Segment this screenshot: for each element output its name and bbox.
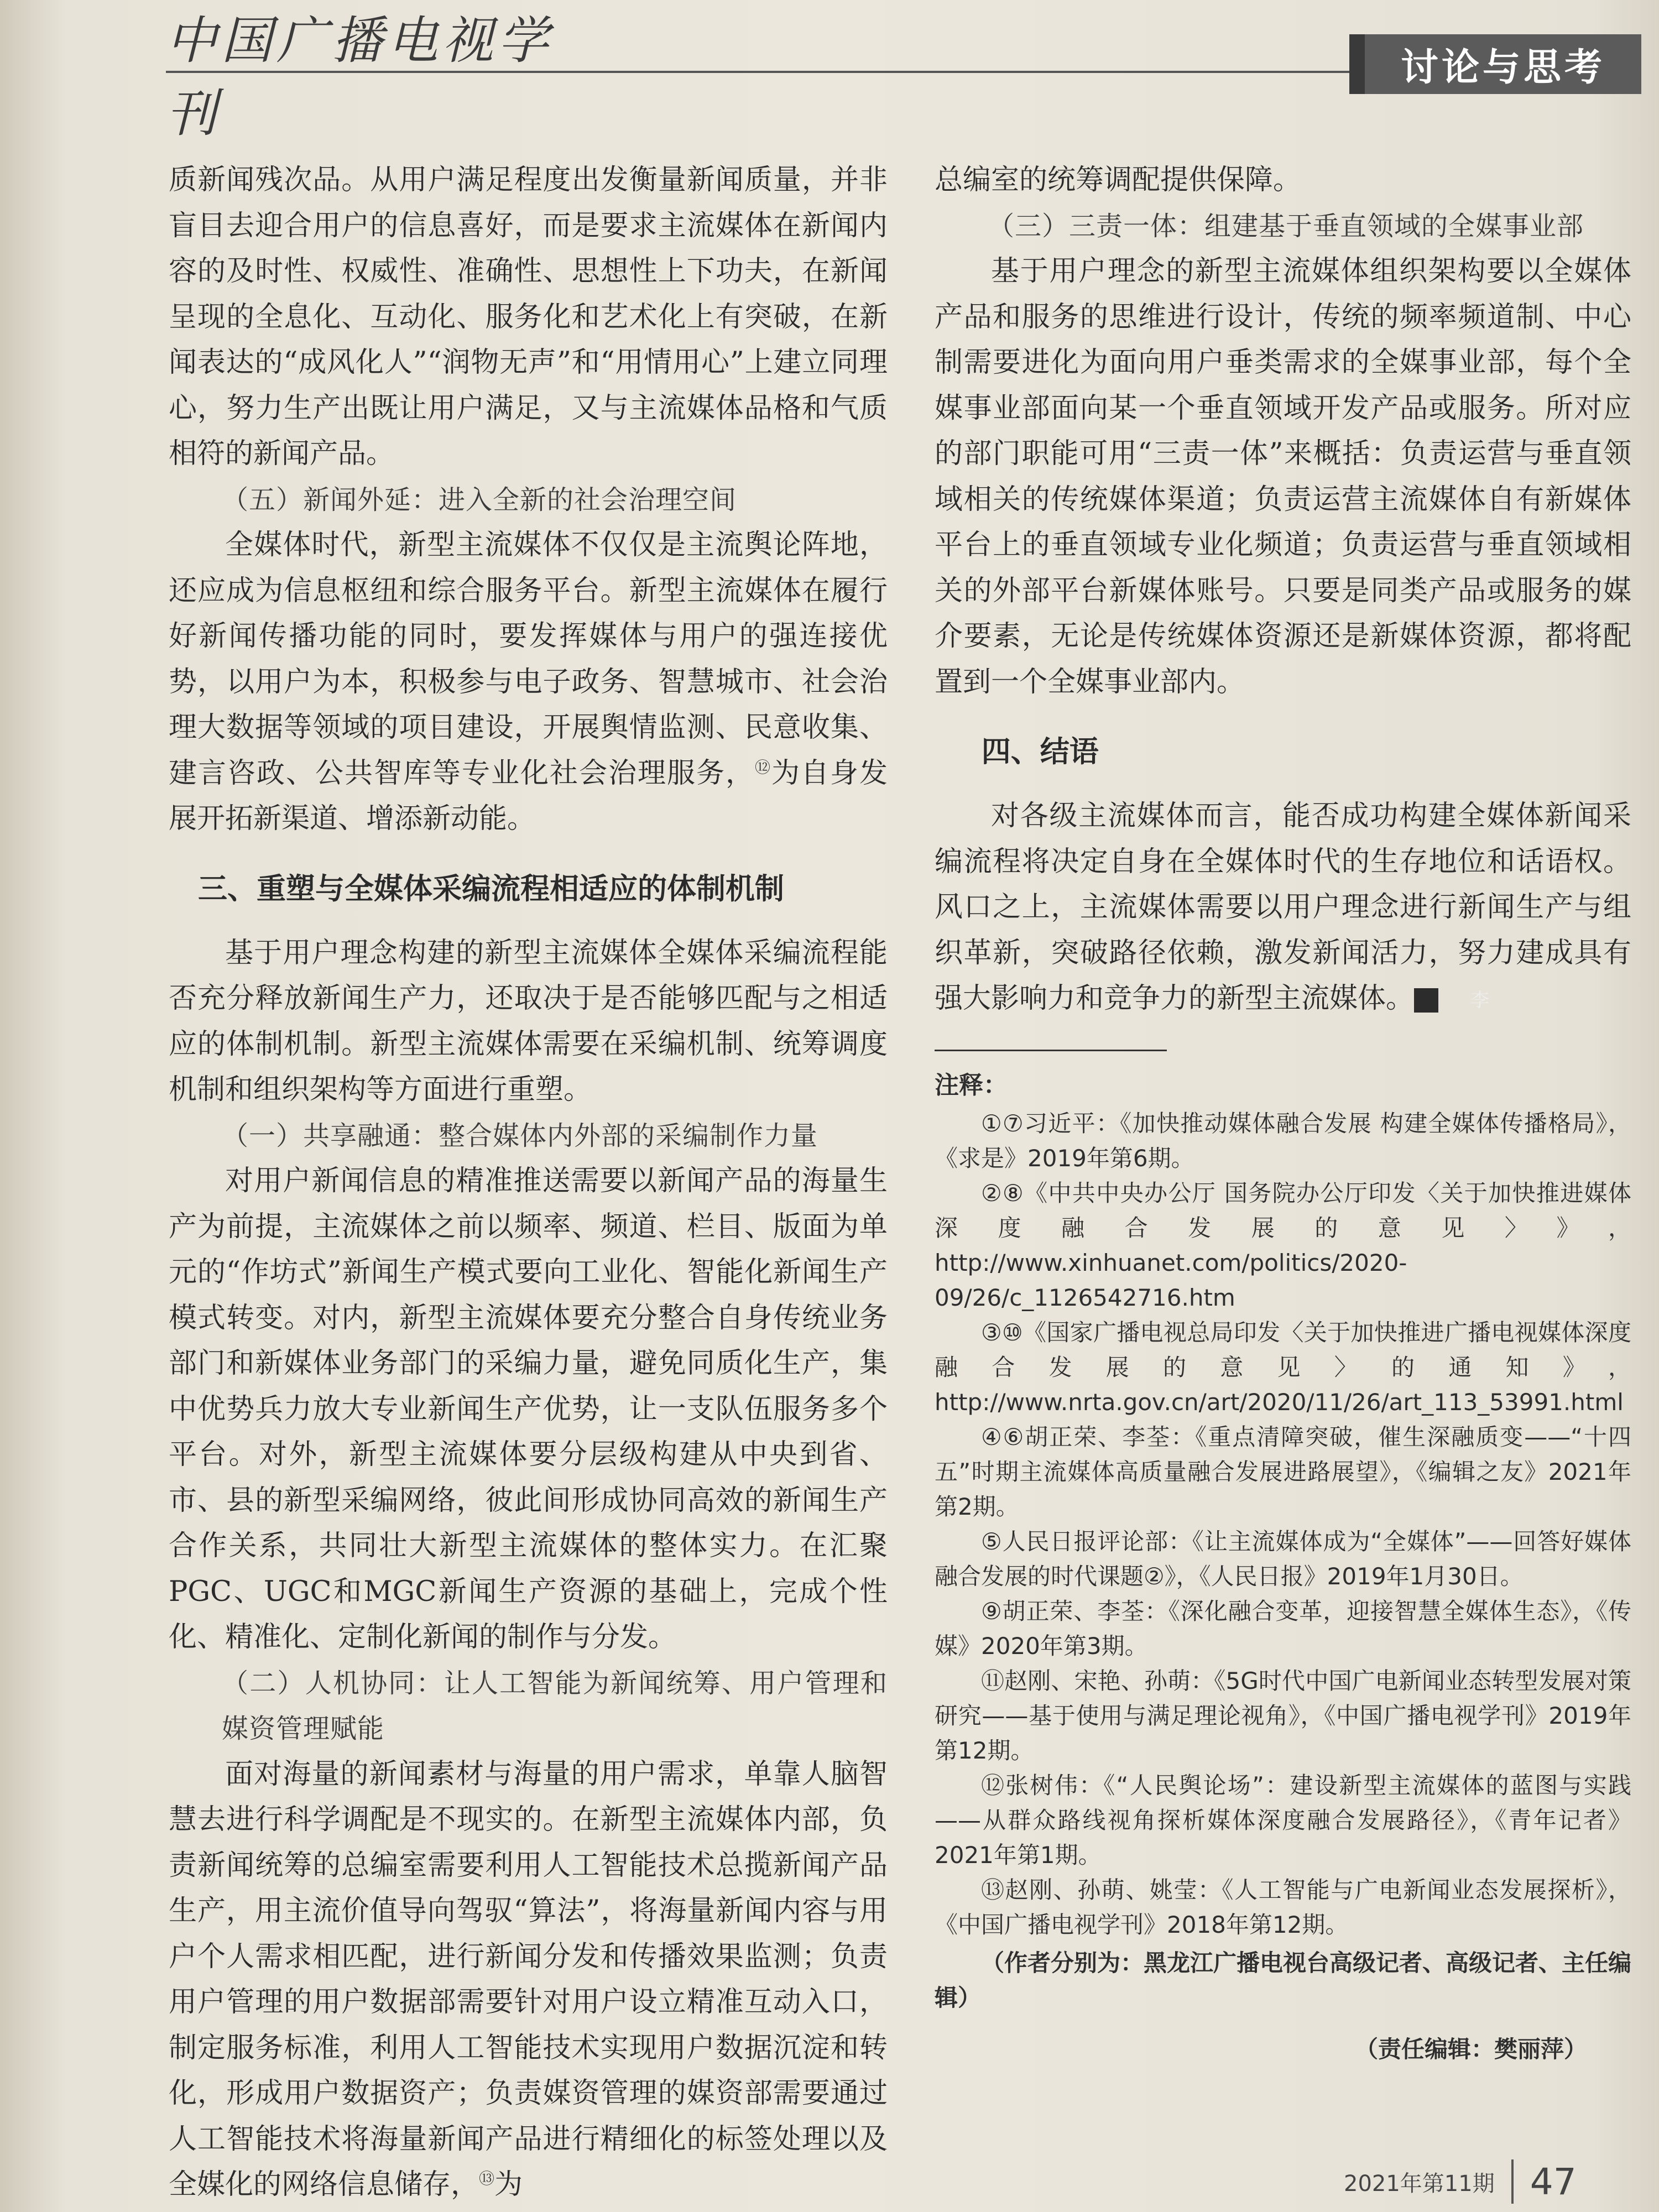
subheading: （一）共享融通：整合媒体内外部的采编制作力量: [222, 1120, 818, 1151]
page-number: 47: [1530, 2160, 1577, 2203]
paragraph: 基于用户理念的新型主流媒体组织架构要以全媒体产品和服务的思维进行设计，传统的频率频道制、中心制需要进化为面向用户垂类需求的全媒事业部，每个全媒事业部面向某一个垂直领域开发产品或服务。所对应的部门职能可用“三责一体”来概括：负责运营与垂直领域相关的传统媒体渠道；负责运营主流媒体自有新媒体平台上的垂直领域专业化频道；负责运营与垂直领域相关的外部平台新媒体账号。只要是同类产品或服务的媒介要素，无论是传统媒体资源还是新媒体资源，都将配置到一个全媒事业部内。: [935, 255, 1631, 698]
paragraph: [169, 523, 888, 842]
subheading: （二）人机协同：让人工智能为新闻统筹、用户管理和媒资管理赋能: [222, 1667, 888, 1744]
note-item: ⑨胡正荣、李荃：《深化融合变革，迎接智慧全媒体生态》，《传媒》2020年第3期。: [935, 1597, 1631, 1660]
footnote-ref: ⑫: [754, 758, 771, 776]
note-item: ⑫张树伟：《“人民舆论场”：建设新型主流媒体的蓝图与实践——从群众路线视角探析媒体深度融合发展路径》，《青年记者》2021年第1期。: [935, 1771, 1631, 1869]
left-column: [169, 158, 888, 2208]
page-footer: [1344, 2159, 1577, 2204]
note-item: ⑬赵刚、孙萌、姚莹：《人工智能与广电新闻业态发展探析》，《中国广播电视学刊》2018年第12期。: [935, 1876, 1631, 1938]
paragraph: [169, 1752, 888, 2208]
note-item: ⑤人民日报评论部：《让主流媒体成为“全媒体”——回答好媒体融合发展的时代课题②》，《人民日报》2019年1月30日。: [935, 1527, 1631, 1590]
journal-masthead: 中国广播电视学刊: [166, 11, 554, 143]
editor-info: （责任编辑：樊丽萍）: [1354, 2035, 1587, 2063]
section-heading: 四、结语: [981, 735, 1099, 769]
paragraph: 质新闻残次品。从用户满足程度出发衡量新闻质量，并非盲目去迎合用户的信息喜好，而是要求主流媒体在新闻内容的及时性、权威性、准确性、思想性上下功夫，在新闻呈现的全息化、互动化、服务化和艺术化上有突破，在新闻表达的“成风化人”“润物无声”和“用情用心”上建立同理心，努力生产出既让用户满足，又与主流媒体品格和气质相符的新闻产品。: [169, 164, 888, 470]
end-mark-icon: 李: [1414, 988, 1438, 1013]
footer-separator: [1511, 2159, 1514, 2204]
paragraph: 基于用户理念构建的新型主流媒体全媒体采编流程能否充分释放新闻生产力，还取决于是否能够匹配与之相适应的体制机制。新型主流媒体需要在采编机制、统筹调度机制和组织架构等方面进行重塑。: [169, 936, 888, 1106]
paragraph: 总编室的统筹调配提供保障。: [935, 164, 1302, 196]
note-item: ②⑧《中共中央办公厅 国务院办公厅印发〈关于加快推进媒体深度融合发展的意见〉》，http://www.xinhuanet.com/politics/2020-09/26/c_1126542716.htm: [935, 1179, 1631, 1311]
paragraph: [935, 794, 1631, 1022]
author-info: （作者分别为：黑龙江广播电视台高级记者、高级记者、主任编辑）: [935, 1949, 1632, 2011]
footnote-ref: ⑬: [479, 2169, 495, 2188]
notes-title: 注释：: [935, 1071, 1008, 1099]
paragraph-text: 为自身发展开拓新渠道、增添新动能。: [169, 757, 888, 835]
subheading: （三）三责一体：组建基于垂直领域的全媒事业部: [988, 210, 1584, 242]
subheading: （五）新闻外延：进入全新的社会治理空间: [222, 484, 737, 515]
right-column: [935, 158, 1631, 2067]
paragraph-text: 为: [494, 2168, 523, 2201]
paragraph-text: 对各级主流媒体而言，能否成功构建全媒体新闻采编流程将决定自身在全媒体时代的生存地位和话语权。风口之上，主流媒体需要以用户理念进行新闻生产与组织革新，突破路径依赖，激发新闻活力，努力建成具有强大影响力和竞争力的新型主流媒体。: [935, 800, 1631, 1015]
note-item: ⑪赵刚、宋艳、孙萌：《5G时代中国广电新闻业态转型发展对策研究——基于使用与满足理论视角》，《中国广播电视学刊》2019年第12期。: [935, 1667, 1631, 1764]
note-item: ④⑥胡正荣、李荃：《重点清障突破，催生深融质变——“十四五”时期主流媒体高质量融合发展进路展望》，《编辑之友》2021年第2期。: [935, 1423, 1631, 1520]
paragraph: 对用户新闻信息的精准推送需要以新闻产品的海量生产为前提，主流媒体之前以频率、频道、栏目、版面为单元的“作坊式”新闻生产模式要向工业化、智能化新闻生产模式转变。对内，新型主流媒体要充分整合自身传统业务部门和新媒体业务部门的采编力量，避免同质化生产，集中优势兵力放大专业新闻生产优势，让一支队伍服务多个平台。对外，新型主流媒体要分层级构建从中央到省、市、县的新型采编网络，彼此间形成协同高效的新闻生产合作关系，共同壮大新型主流媒体的整体实力。在汇聚PGC、UGC和MGC新闻生产资源的基础上，完成个性化、精准化、定制化新闻的制作与分发。: [169, 1165, 888, 1653]
section-heading: 三、重塑与全媒体采编流程相适应的体制机制: [198, 872, 784, 906]
notes-section: [935, 1068, 1631, 2067]
section-tab: 讨论与思考: [1349, 34, 1641, 94]
note-item: ①⑦习近平：《加快推动媒体融合发展 构建全媒体传播格局》，《求是》2019年第6期。: [935, 1109, 1631, 1172]
paragraph-text: 全媒体时代，新型主流媒体不仅仅是主流舆论阵地，还应成为信息枢纽和综合服务平台。新型主流媒体在履行好新闻传播功能的同时，要发挥媒体与用户的强连接优势，以用户为本，积极参与电子政务、智慧城市、社会治理大数据等领域的项目建设，开展舆情监测、民意收集、建言咨政、公共智库等专业化社会治理服务，: [169, 529, 888, 790]
notes-divider: [935, 1050, 1167, 1051]
paragraph-text: 面对海量的新闻素材与海量的用户需求，单靠人脑智慧去进行科学调配是不现实的。在新型主流媒体内部，负责新闻统筹的总编室需要利用人工智能技术总揽新闻产品生产，用主流价值导向驾驭“算法”，将海量新闻内容与用户个人需求相匹配，进行新闻分发和传播效果监测；负责用户管理的用户数据部需要针对用户设立精准互动入口，制定服务标准，利用人工智能技术实现用户数据沉淀和转化，形成用户数据资产；负责媒资管理的媒资部需要通过人工智能技术将海量新闻产品进行精细化的标签处理以及全媒化的网络信息储存，: [169, 1757, 888, 2201]
issue-label: 2021年第11期: [1344, 2171, 1495, 2197]
note-item: ③⑩《国家广播电视总局印发〈关于加快推进广播电视媒体深度融合发展的意见〉的通知》，http://www.nrta.gov.cn/art/2020/11/26/art_113_53991.html: [935, 1318, 1631, 1416]
